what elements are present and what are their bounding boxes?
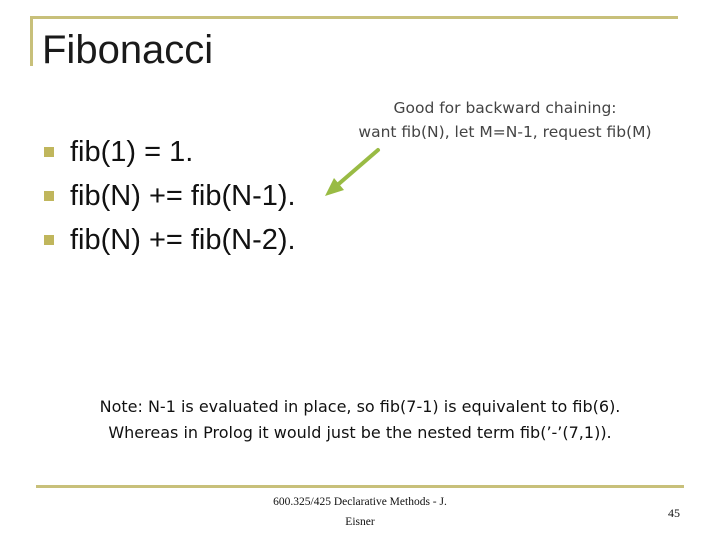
slide-title: Fibonacci xyxy=(42,28,214,72)
footer-line-2: Eisner xyxy=(345,516,375,528)
footer-rule xyxy=(36,485,684,488)
footer-text xyxy=(255,492,465,532)
note-text xyxy=(36,394,684,446)
page-number: 45 xyxy=(668,506,680,520)
bullet-text: fib(1) = 1. xyxy=(70,136,194,168)
callout-line-2: want fib(N), let M=N-1, request fib(M) xyxy=(358,123,652,141)
footer-line-1: 600.325/425 Declarative Methods - J. xyxy=(273,496,447,508)
bullet-text: fib(N) += fib(N-1). xyxy=(70,180,296,212)
note-line-1: Note: N-1 is evaluated in place, so fib(7-1) is equivalent to fib(6). xyxy=(99,397,621,416)
callout-line-1: Good for backward chaining: xyxy=(393,99,617,117)
note-line-2: Whereas in Prolog it would just be the nested term fib(’-’(7,1)). xyxy=(108,423,612,442)
bullet-text: fib(N) += fib(N-2). xyxy=(70,224,296,256)
